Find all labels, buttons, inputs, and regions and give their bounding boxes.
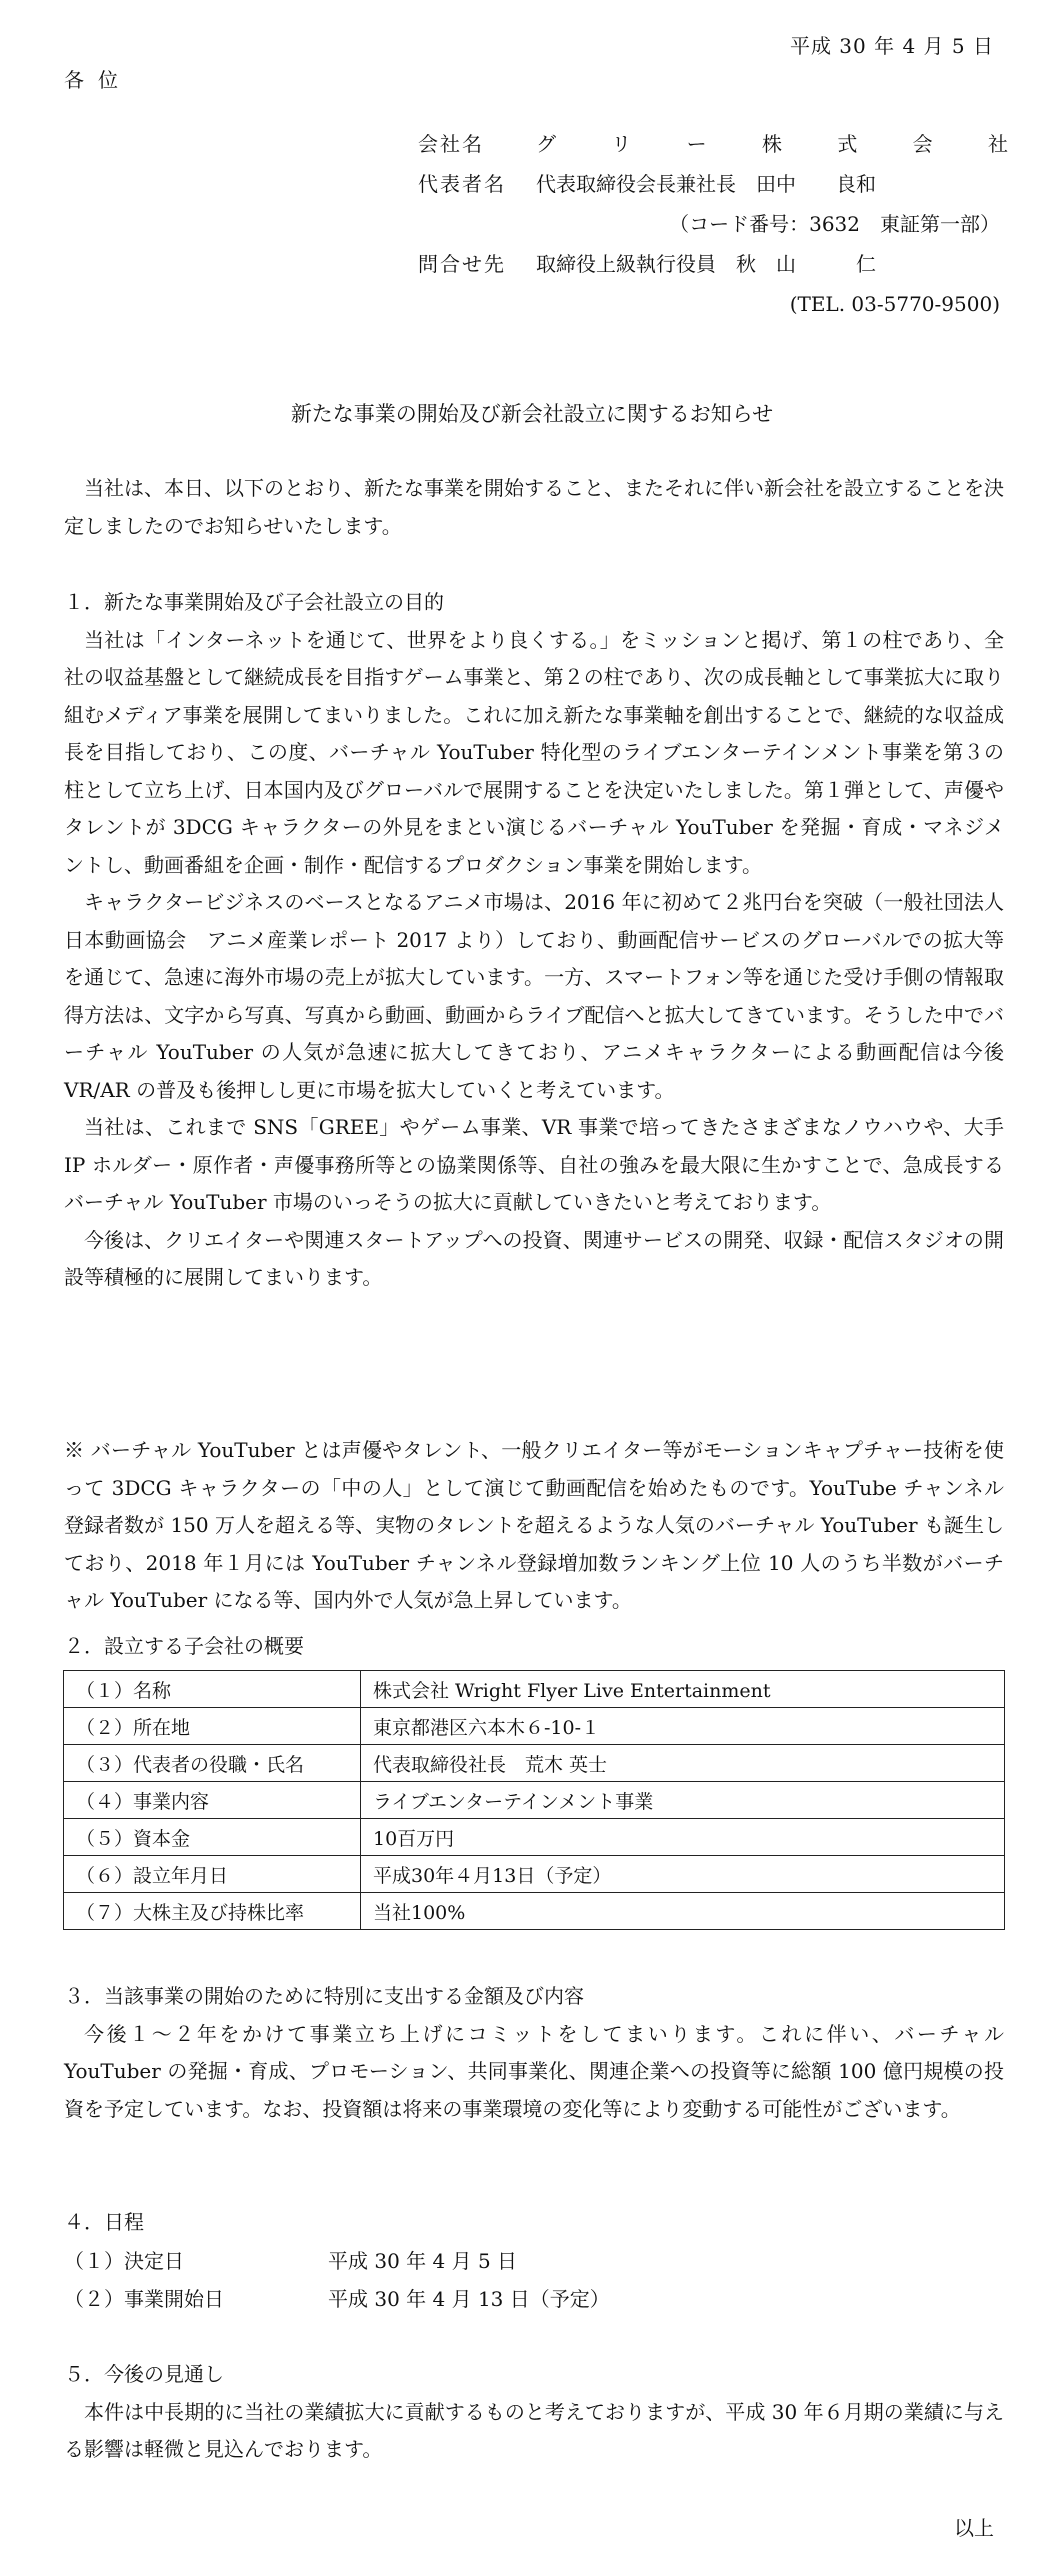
addressee: 各位 <box>64 68 132 92</box>
contact-row <box>418 244 1008 284</box>
section-investment <box>64 1978 1004 2128</box>
release-date: 平成 30 年 4 月 5 日 <box>789 34 994 58</box>
contact-person: 取締役上級執行役員 秋 山 仁 <box>536 252 876 276</box>
section-4-heading: ４．日程 <box>64 2210 144 2234</box>
company-header <box>418 124 1008 324</box>
company-label: 会社名 <box>418 132 484 156</box>
contact-tel: (TEL. 03-5770-9500) <box>789 292 1000 316</box>
table-row: （７）大株主及び持株比率 当社100% <box>64 1893 1005 1930</box>
table-row: （２）所在地 東京都港区六本木６-10-１ <box>64 1708 1005 1745</box>
table-row: （６）設立年月日 平成30年４月13日（予定） <box>64 1856 1005 1893</box>
closing-mark: 以上 <box>954 2516 994 2540</box>
intro-paragraph: 当社は、本日、以下のとおり、新たな事業を開始すること、またそれに伴い新会社を設立することを決定しましたのでお知らせいたします。 <box>64 476 1004 538</box>
section-2-heading: ２．設立する子会社の概要 <box>64 1634 304 1658</box>
virtual-youtuber-note: ※ バーチャル YouTuber とは声優やタレント、一般クリエイター等がモーションキャプチャー技術を使って 3DCG キャラクターの「中の人」として演じて動画配信を始めたものです。YouTube チャンネル登録者数が 150 万人を超える等、実物のタレントを超えるような人気のバーチャル YouTuber も誕生しており、2018 年１月には YouTuber チャンネル登録増加数ランキング上位 10 人のうち半数がバーチャル YouTuber になる等、国内外で人気が急上昇しています。 <box>64 1438 1004 1612</box>
section-1-paragraph: キャラクタービジネスのベースとなるアニメ市場は、2016 年に初めて２兆円台を突破（一般社団法人 日本動画協会 アニメ産業レポート 2017 より）しており、動画配信サービスのグローバルでの拡大等を通じて、急速に海外市場の売上が拡大しています。一方、スマートフォン等を通じた受け手側の情報取得方法は、文字から写真、写真から動画、動画からライブ配信へと拡大してきています。そうした中でバーチャル YouTuber の人気が急速に拡大してきており、アニメキャラクターによる動画配信は今後 VR/AR の普及も後押しし更に市場を拡大していくと考えています。 <box>64 890 1004 1102</box>
section-purpose <box>64 584 1004 1297</box>
contact-label: 問合せ先 <box>418 252 506 276</box>
section-1-paragraph: 今後は、クリエイターや関連スタートアップへの投資、関連サービスの開発、収録・配信スタジオの開設等積極的に展開してまいります。 <box>64 1227 1004 1289</box>
representative-label: 代表者名 <box>418 172 506 196</box>
stock-code: （コード番号：3632 東証第一部） <box>669 212 1000 236</box>
representative-name: 代表取締役会長兼社長 田中 良和 <box>536 172 876 196</box>
section-1-paragraph: 当社は、これまで SNS「GREE」やゲーム事業、VR 事業で培ってきたさまざまなノウハウや、大手 IP ホルダー・原作者・声優事務所等との協業関係等、自社の強みを最大限に生かすことで、急成長するバーチャル YouTuber 市場のいっそうの拡大に貢献していきたいと考えております。 <box>64 1115 1004 1214</box>
subsidiary-overview-table <box>63 1670 1005 1930</box>
section-3-paragraph: 今後１～２年をかけて事業立ち上げにコミットをしてまいります。これに伴い、バーチャル YouTuber の発掘・育成、プロモーション、共同事業化、関連企業への投資等に総額 100 億円規模の投資を予定しています。なお、投資額は将来の事業環境の変化等により変動する可能性がございます。 <box>64 2021 1004 2121</box>
document-title: 新たな事業の開始及び新会社設立に関するお知らせ <box>290 402 774 426</box>
table-row: （１）名称 株式会社 Wright Flyer Live Entertainment <box>64 1671 1005 1708</box>
table-row: （３）代表者の役職・氏名 代表取締役社長 荒木 英士 <box>64 1745 1005 1782</box>
table-row: （４）事業内容 ライブエンターテインメント事業 <box>64 1782 1005 1819</box>
representative-row <box>418 164 1008 204</box>
section-3-heading: ３．当該事業の開始のために特別に支出する金額及び内容 <box>64 1984 584 2008</box>
section-5-paragraph: 本件は中長期的に当社の業績拡大に貢献するものと考えておりますが、平成 30 年６月期の業績に与える影響は軽微と見込んでおります。 <box>64 2399 1004 2461</box>
table-row: （５）資本金 10百万円 <box>64 1819 1005 1856</box>
schedule-list <box>64 2242 610 2318</box>
section-1-paragraph: 当社は「インターネットを通じて、世界をより良くする。」をミッションと掲げ、第１の柱であり、全社の収益基盤として継続成長を目指すゲーム事業と、第２の柱であり、次の成長軸として事業拡大に取り組むメディア事業を展開してまいりました。これに加え新たな事業軸を創出することで、継続的な収益成長を目指しており、この度、バーチャル YouTuber 特化型のライブエンターテインメント事業を第３の柱として立ち上げ、日本国内及びグローバルで展開することを決定いたしました。第１弾として、声優やタレントが 3DCG キャラクターの外見をまとい演じるバーチャル YouTuber を発掘・育成・マネジメントし、動画番組を企画・制作・配信するプロダクション事業を開始します。 <box>64 627 1004 877</box>
schedule-row: （１）決定日 平成 30 年 4 月 5 日 <box>64 2249 518 2273</box>
section-1-heading: １．新たな事業開始及び子会社設立の目的 <box>64 590 444 614</box>
schedule-row: （２）事業開始日 平成 30 年 4 月 13 日（予定） <box>64 2287 610 2311</box>
section-5-heading: ５．今後の見通し <box>64 2362 224 2386</box>
company-name-row <box>418 124 1008 164</box>
company-name: グ リ ー 株 式 会 社 <box>536 132 1008 156</box>
section-outlook <box>64 2356 1004 2469</box>
